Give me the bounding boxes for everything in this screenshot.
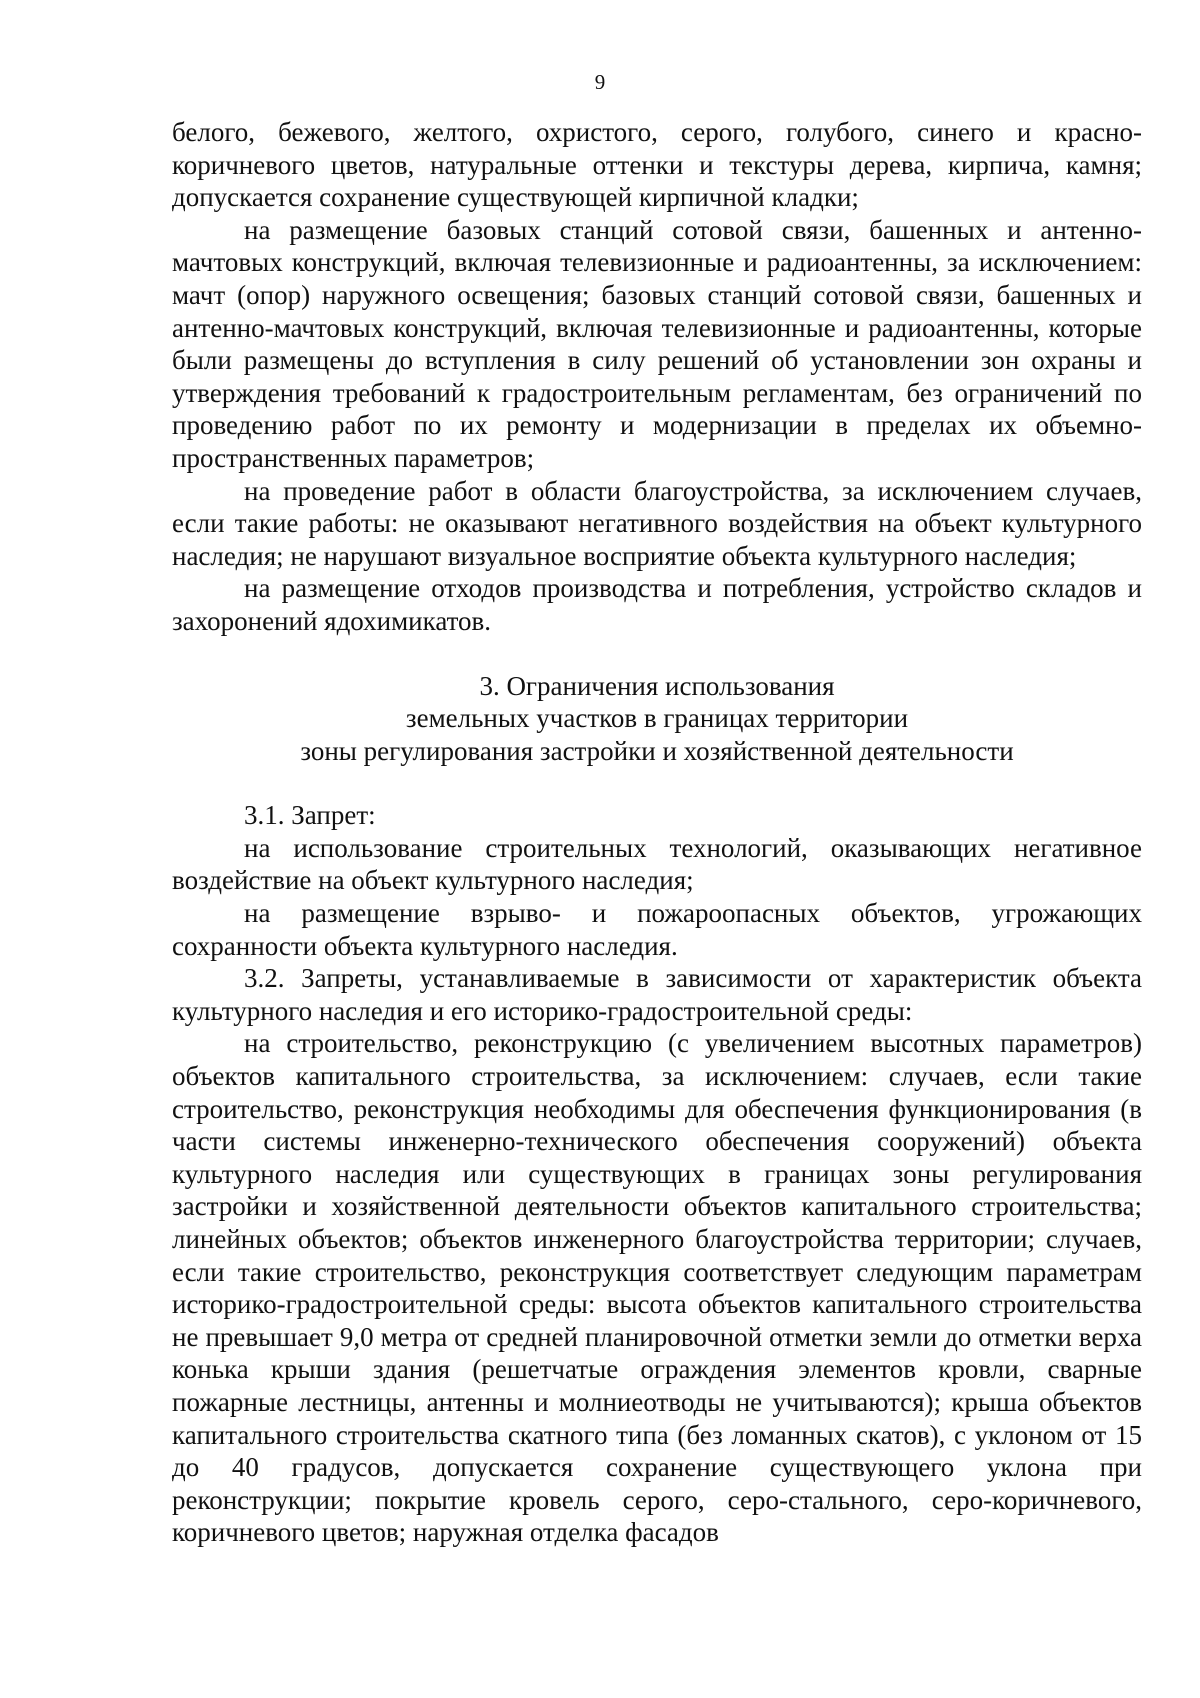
paragraph-landscaping: на проведение работ в области благоустройства, за исключением случаев, если такие работы: не оказывают негативного воздействия на объект культурного наследия; не нарушают визуальное восприятие объекта культурного наследия; [172, 475, 1142, 571]
paragraph-waste: на размещение отходов производства и потребления, устройство складов и захоронений ядохимикатов. [172, 573, 1142, 636]
paragraph-hazardous-objects: на размещение взрыво- и пожароопасных объектов, угрожающих сохранности объекта культурного наследия. [172, 898, 1142, 961]
document-body [172, 116, 1142, 1549]
paragraph-cell-stations: на размещение базовых станций сотовой связи, башенных и антенно-мачтовых конструкций, включая телевизионные и радиоантенны, за исключением: мачт (опор) наружного освещения; базовых станций сотовой связи, башенных и антенно-мачтовых конструкций, включая телевизионные и радиоантенны, которые были размещены до вступления в силу решений об установлении зон охраны и утверждения требований к градостроительным регламентам, без ограничений по проведению работ по их ремонту и модернизации в пределах их объемно-пространственных параметров; [172, 214, 1142, 473]
page-number: 9 [594, 70, 606, 94]
paragraph-continuation: белого, бежевого, желтого, охристого, серого, голубого, синего и красно-коричневого цветов, натуральные оттенки и текстуры дерева, кирпича, камня; допускается сохранение существующей кирпичной кладки; [172, 117, 1142, 213]
clause-3-2-title: 3.2. Запреты, устанавливаемые в зависимости от характеристик объекта культурного наследия и его историко-градостроительной среды: [172, 963, 1142, 1026]
section-heading-line-3: зоны регулирования застройки и хозяйственной деятельности [300, 735, 1014, 766]
section-heading-line-1: 3. Ограничения использования [479, 670, 835, 701]
section-heading-line-2: земельных участков в границах территории [405, 703, 909, 734]
paragraph-construction-tech: на использование строительных технологий, оказывающих негативное воздействие на объект культурного наследия; [172, 832, 1142, 896]
clause-3-1-title: 3.1. Запрет: [244, 800, 376, 831]
paragraph-construction-limits: на строительство, реконструкцию (с увеличением высотных параметров) объектов капитального строительства, за исключением: случаев, если такие строительство, реконструкция необходимы для обеспечения функционирования (в части системы инженерно-технического обеспечения сооружений) объекта культурного наследия или существующих в границах зоны регулирования застройки и хозяйственной деятельности объектов капитального строительства; линейных объектов; объектов инженерного благоустройства территории; случаев, если такие строительство, реконструкция соответствует следующим параметрам историко-градостроительной среды: высота объектов капитального строительства не превышает 9,0 метра от средней планировочной отметки земли до отметки верха конька крыши здания (решетчатые ограждения элементов кровли, сварные пожарные лестницы, антенны и молниеотводы не учитываются); крыша объектов капитального строительства скатного типа (без ломанных скатов), с уклоном от 15 до 40 градусов, допускается сохранение существующего уклона при реконструкции; покрытие кровель серого, серо-стального, серо-коричневого, коричневого цветов; наружная отделка фасадов [172, 1028, 1142, 1548]
section-heading [172, 670, 1142, 768]
